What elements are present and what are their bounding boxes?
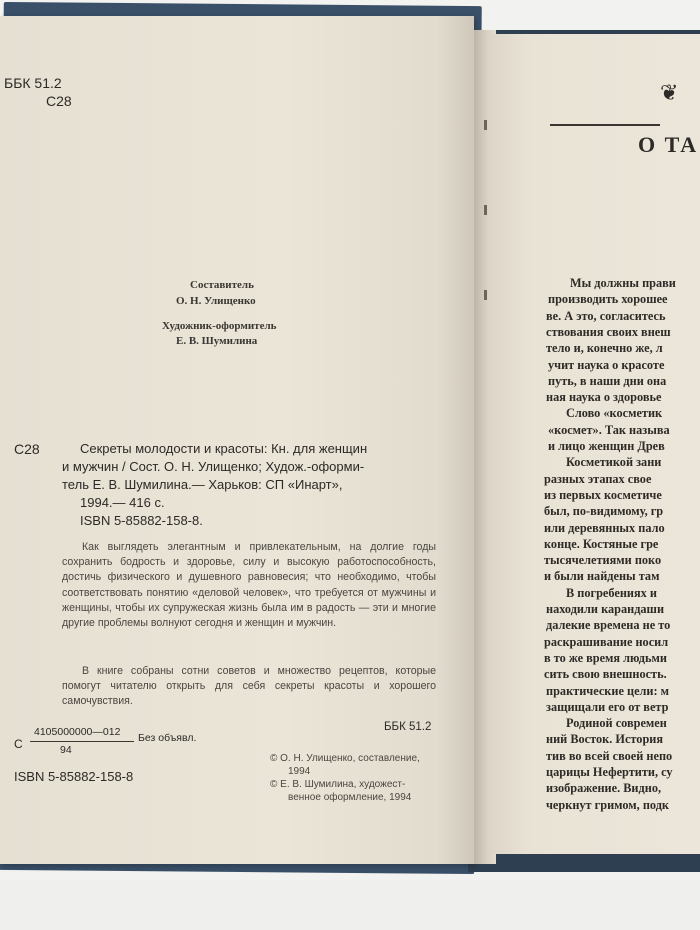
right-page-line: Косметикой зани: [566, 455, 662, 470]
right-page-line: практические цели: м: [546, 683, 670, 698]
catalog-line: Секреты молодости и красоты: Кн. для женщин: [80, 441, 368, 456]
catalog-line: тель Е. В. Шумилина.— Харьков: СП «Инарт»,: [62, 477, 343, 492]
ornament-rule: [550, 124, 660, 126]
price-numerator: 4105000000—012: [34, 726, 121, 738]
right-page-line: ний Восток. История: [546, 732, 664, 747]
isbn-bottom: ISBN 5-85882-158-8: [14, 769, 134, 784]
right-page-line: сить свою внешность.: [544, 667, 667, 682]
artist-label: Художник-оформитель: [162, 320, 277, 332]
right-page-line: и были найдены там: [544, 569, 660, 584]
right-page-line: тив во всей своей непо: [546, 748, 673, 763]
clover-ornament-icon: ❦: [660, 80, 679, 105]
right-page-line: В погребениях и: [566, 585, 657, 600]
catalog-isbn: ISBN 5-85882-158-8.: [80, 513, 203, 528]
table-surface: [0, 880, 700, 930]
right-page-line: «космет». Так называ: [548, 422, 670, 437]
right-page-line: Мы должны прави: [570, 276, 676, 290]
right-page-line: раскрашивание носил: [544, 634, 669, 649]
copyright-line: © О. Н. Улищенко, составление,: [270, 753, 420, 764]
index-code-top: С28: [46, 93, 72, 109]
right-page-line: изображение. Видно,: [546, 781, 662, 796]
right-page-line: или деревянных пало: [544, 520, 665, 535]
copyright-line: венное оформление, 1994: [288, 792, 412, 803]
artist-name: Е. В. Шумилина: [176, 335, 258, 347]
right-page-line: учит наука о красоте: [548, 357, 665, 372]
right-page-line: разных этапах свое: [544, 471, 652, 486]
binding-stitch: [484, 290, 487, 300]
right-page-line: ве. А это, согласитесь: [546, 308, 666, 323]
catalog-line: и мужчин / Сост. О. Н. Улищенко; Худож.-оформи-: [62, 459, 365, 474]
binding-stitch: [484, 205, 487, 215]
catalog-index: С28: [14, 441, 40, 457]
right-page-line: в то же время людьми: [544, 650, 667, 665]
annotation-paragraph: В книге собраны сотни советов и множество рецептов, которые помогут читателю открыть для себя секреты красоты и хорошего самочувствия.: [62, 665, 436, 708]
compiler-name: О. Н. Улищенко: [176, 295, 256, 307]
right-page-line: черкнут гримом, подк: [546, 797, 670, 812]
price-prefix: С: [14, 737, 23, 751]
compiler-label: Составитель: [190, 279, 254, 291]
catalog-line: 1994.— 416 с.: [80, 495, 165, 510]
right-page-line: Слово «косметик: [566, 406, 663, 421]
copyright-line: 1994: [288, 766, 311, 777]
chapter-heading: О ТА: [638, 132, 699, 157]
right-page-line: ствования своих внеш: [546, 324, 671, 339]
right-page-line: находили карандаши: [546, 602, 665, 616]
right-page-line: царицы Нефертити, су: [546, 765, 673, 779]
right-page-line: из первых косметиче: [544, 487, 662, 502]
price-note: Без объявл.: [138, 732, 197, 744]
bbk-code-top: ББК 51.2: [4, 75, 62, 91]
price-denominator: 94: [60, 744, 72, 756]
right-page-line: конце. Костяные гре: [544, 536, 659, 551]
right-page-line: производить хорошее: [548, 292, 668, 307]
binding-stitch: [484, 120, 487, 130]
right-page-line: путь, в наши дни она: [548, 373, 667, 388]
right-page-line: Родиной современ: [566, 716, 667, 731]
right-page-line: ная наука о здоровье: [546, 390, 662, 405]
bbk-code-bottom: ББК 51.2: [384, 721, 432, 733]
right-page-line: и лицо женщин Древ: [548, 439, 665, 453]
right-page-line: защищали его от ветр: [546, 699, 669, 714]
price-fraction-line: [30, 741, 134, 742]
copyright-line: © Е. В. Шумилина, художест-: [270, 779, 406, 790]
annotation-paragraph: Как выглядеть элегантным и привлекательным, на долгие годы сохранить бодрость и здоровье, силу и высокую работоспособность, достичь физического и душевного равновесия; что необходимо, чтобы соответствовать понятию «деловой человек», что требуется от мужчины и женщины, чтобы их супружеская жизнь была им в радость — эти и многие другие проблемы волнуют сегодня и женщин и мужчин.: [62, 541, 436, 630]
right-page-line: тысячелетиями поко: [544, 553, 662, 568]
right-page-line: далекие времена не то: [546, 618, 671, 633]
right-page-line: был, по-видимому, гр: [544, 504, 664, 519]
right-page-line: тело и, конечно же, л: [546, 341, 663, 356]
